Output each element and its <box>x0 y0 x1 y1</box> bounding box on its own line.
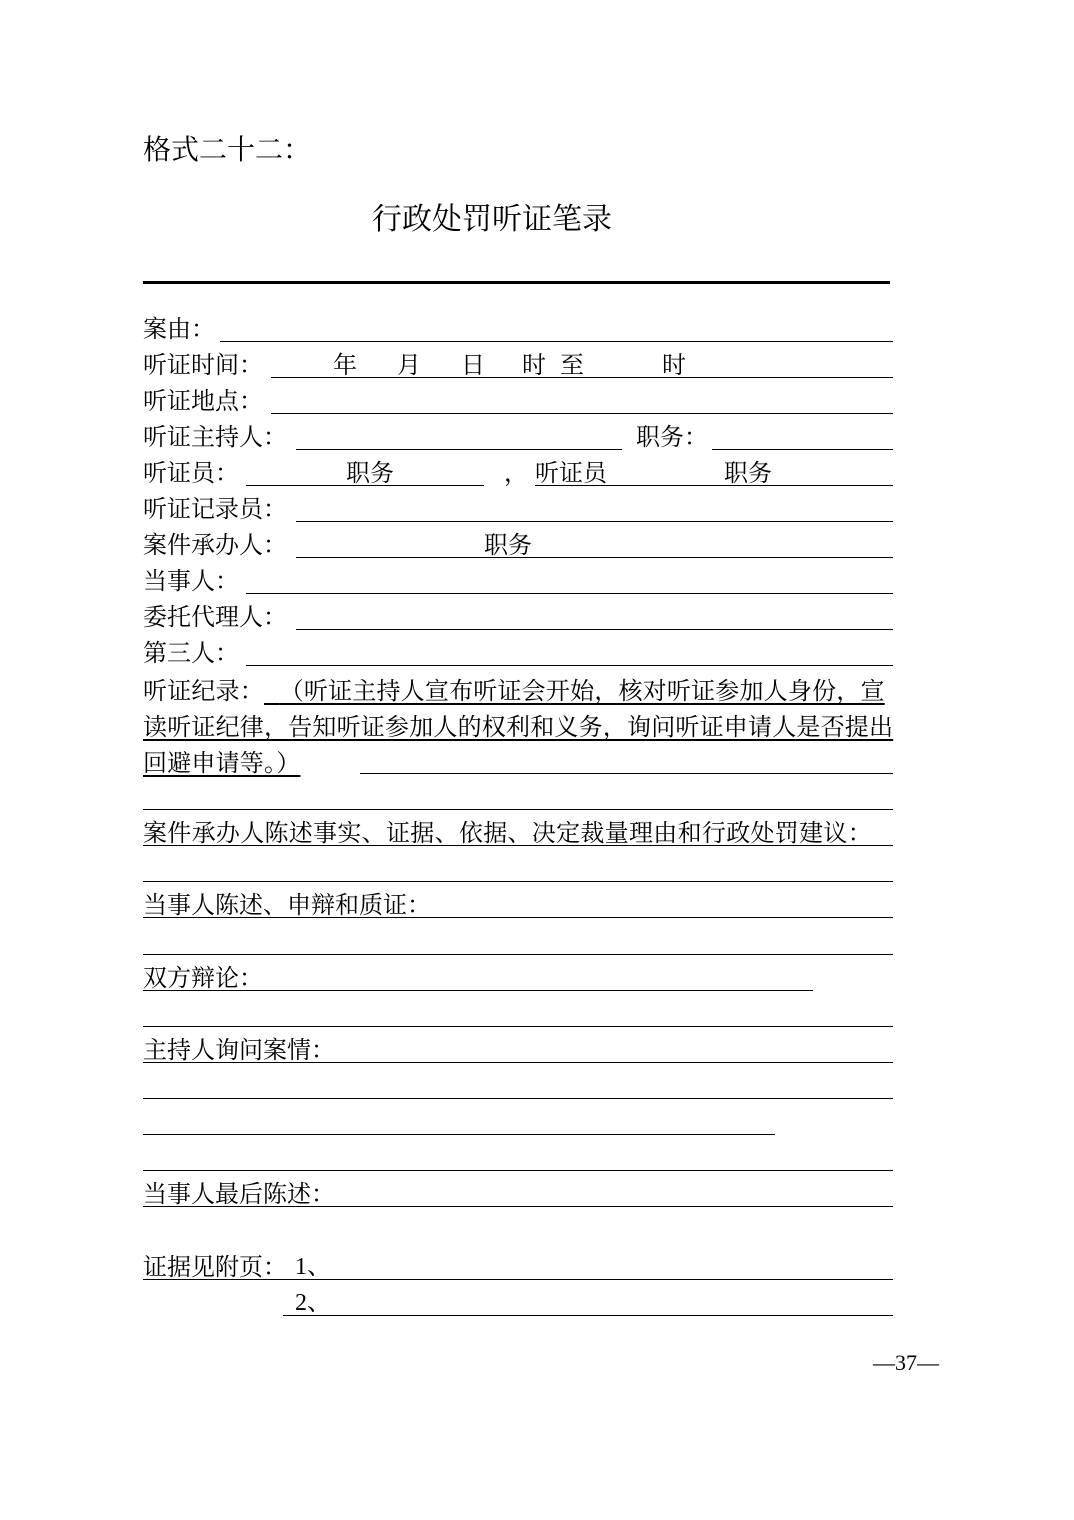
time-hour: 时 <box>522 351 546 379</box>
host-position-line[interactable] <box>712 449 893 450</box>
evidence-item-1: 1、 <box>295 1254 331 1280</box>
blank-line-2[interactable] <box>143 881 893 882</box>
handler-label: 案件承办人： <box>143 531 287 559</box>
officer2-position: 职务 <box>724 459 772 487</box>
blank-line-7[interactable] <box>143 1170 893 1171</box>
blank-line-4[interactable] <box>143 1026 893 1027</box>
blank-line-1[interactable] <box>143 809 893 810</box>
officer-position: 职务 <box>346 459 394 487</box>
handler-position: 职务 <box>484 531 532 559</box>
discipline-text: （听证主持人宣布听证会开始，核对听证参加人身份，宣读听证纪律，告知听证参加人的权利和义务，询问听证申请人是否提出回避申请等。） <box>143 677 894 777</box>
evidence-2-line[interactable] <box>283 1315 893 1316</box>
officer-label: 听证员： <box>143 459 239 487</box>
evidence-1-line[interactable] <box>143 1279 893 1280</box>
discipline-label: 听证纪录： <box>143 677 264 705</box>
time-hour-end: 时 <box>662 351 686 379</box>
title-divider <box>143 281 890 284</box>
hearing-time-line[interactable] <box>271 377 893 378</box>
host-inquiry-line[interactable] <box>143 1062 893 1063</box>
party-line[interactable] <box>246 593 893 594</box>
recorder-line[interactable] <box>296 521 893 522</box>
debate-line[interactable] <box>143 990 813 991</box>
host-position-label: 职务： <box>636 423 708 451</box>
hearing-place-label: 听证地点： <box>143 387 263 415</box>
discipline-paragraph <box>143 673 895 781</box>
blank-line-6[interactable] <box>143 1134 775 1135</box>
debate-label: 双方辩论： <box>143 964 263 992</box>
time-year: 年 <box>333 351 357 379</box>
evidence-item-2: 2、 <box>295 1290 331 1316</box>
officer2-label: 听证员 <box>535 459 607 487</box>
blank-line-5[interactable] <box>143 1098 893 1099</box>
agent-label: 委托代理人： <box>143 603 287 631</box>
party-label: 当事人： <box>143 567 239 595</box>
party-statement-line[interactable] <box>143 917 893 918</box>
document-title: 行政处罚听证笔录 <box>372 202 612 237</box>
third-party-label: 第三人： <box>143 639 239 667</box>
case-reason-label: 案由： <box>143 315 215 343</box>
host-line[interactable] <box>296 449 622 450</box>
hearing-time-label: 听证时间： <box>143 351 263 379</box>
handler-statement-label: 案件承办人陈述事实、证据、依据、决定裁量理由和行政处罚建议： <box>143 819 872 847</box>
third-party-line[interactable] <box>246 665 893 666</box>
recorder-label: 听证记录员： <box>143 495 287 523</box>
format-label: 格式二十二： <box>143 133 312 166</box>
host-inquiry-label: 主持人询问案情： <box>143 1036 335 1064</box>
final-statement-label: 当事人最后陈述： <box>143 1180 335 1208</box>
agent-line[interactable] <box>296 629 893 630</box>
discipline-tail-line[interactable] <box>360 773 893 774</box>
blank-line-3[interactable] <box>143 954 893 955</box>
page-number: —37— <box>873 1350 939 1375</box>
evidence-label: 证据见附页： <box>143 1253 287 1281</box>
final-statement-line[interactable] <box>143 1206 893 1207</box>
officer2-line[interactable] <box>535 485 893 486</box>
time-day: 日 <box>461 351 485 379</box>
case-reason-line[interactable] <box>220 341 893 342</box>
party-statement-label: 当事人陈述、申辩和质证： <box>143 891 431 919</box>
handler-statement-underline[interactable] <box>143 845 893 846</box>
officer-separator: ， <box>504 459 528 487</box>
time-month: 月 <box>397 351 421 379</box>
host-label: 听证主持人： <box>143 423 287 451</box>
hearing-place-line[interactable] <box>271 413 893 414</box>
handler-line[interactable] <box>296 557 893 558</box>
time-to: 至 <box>560 351 584 379</box>
